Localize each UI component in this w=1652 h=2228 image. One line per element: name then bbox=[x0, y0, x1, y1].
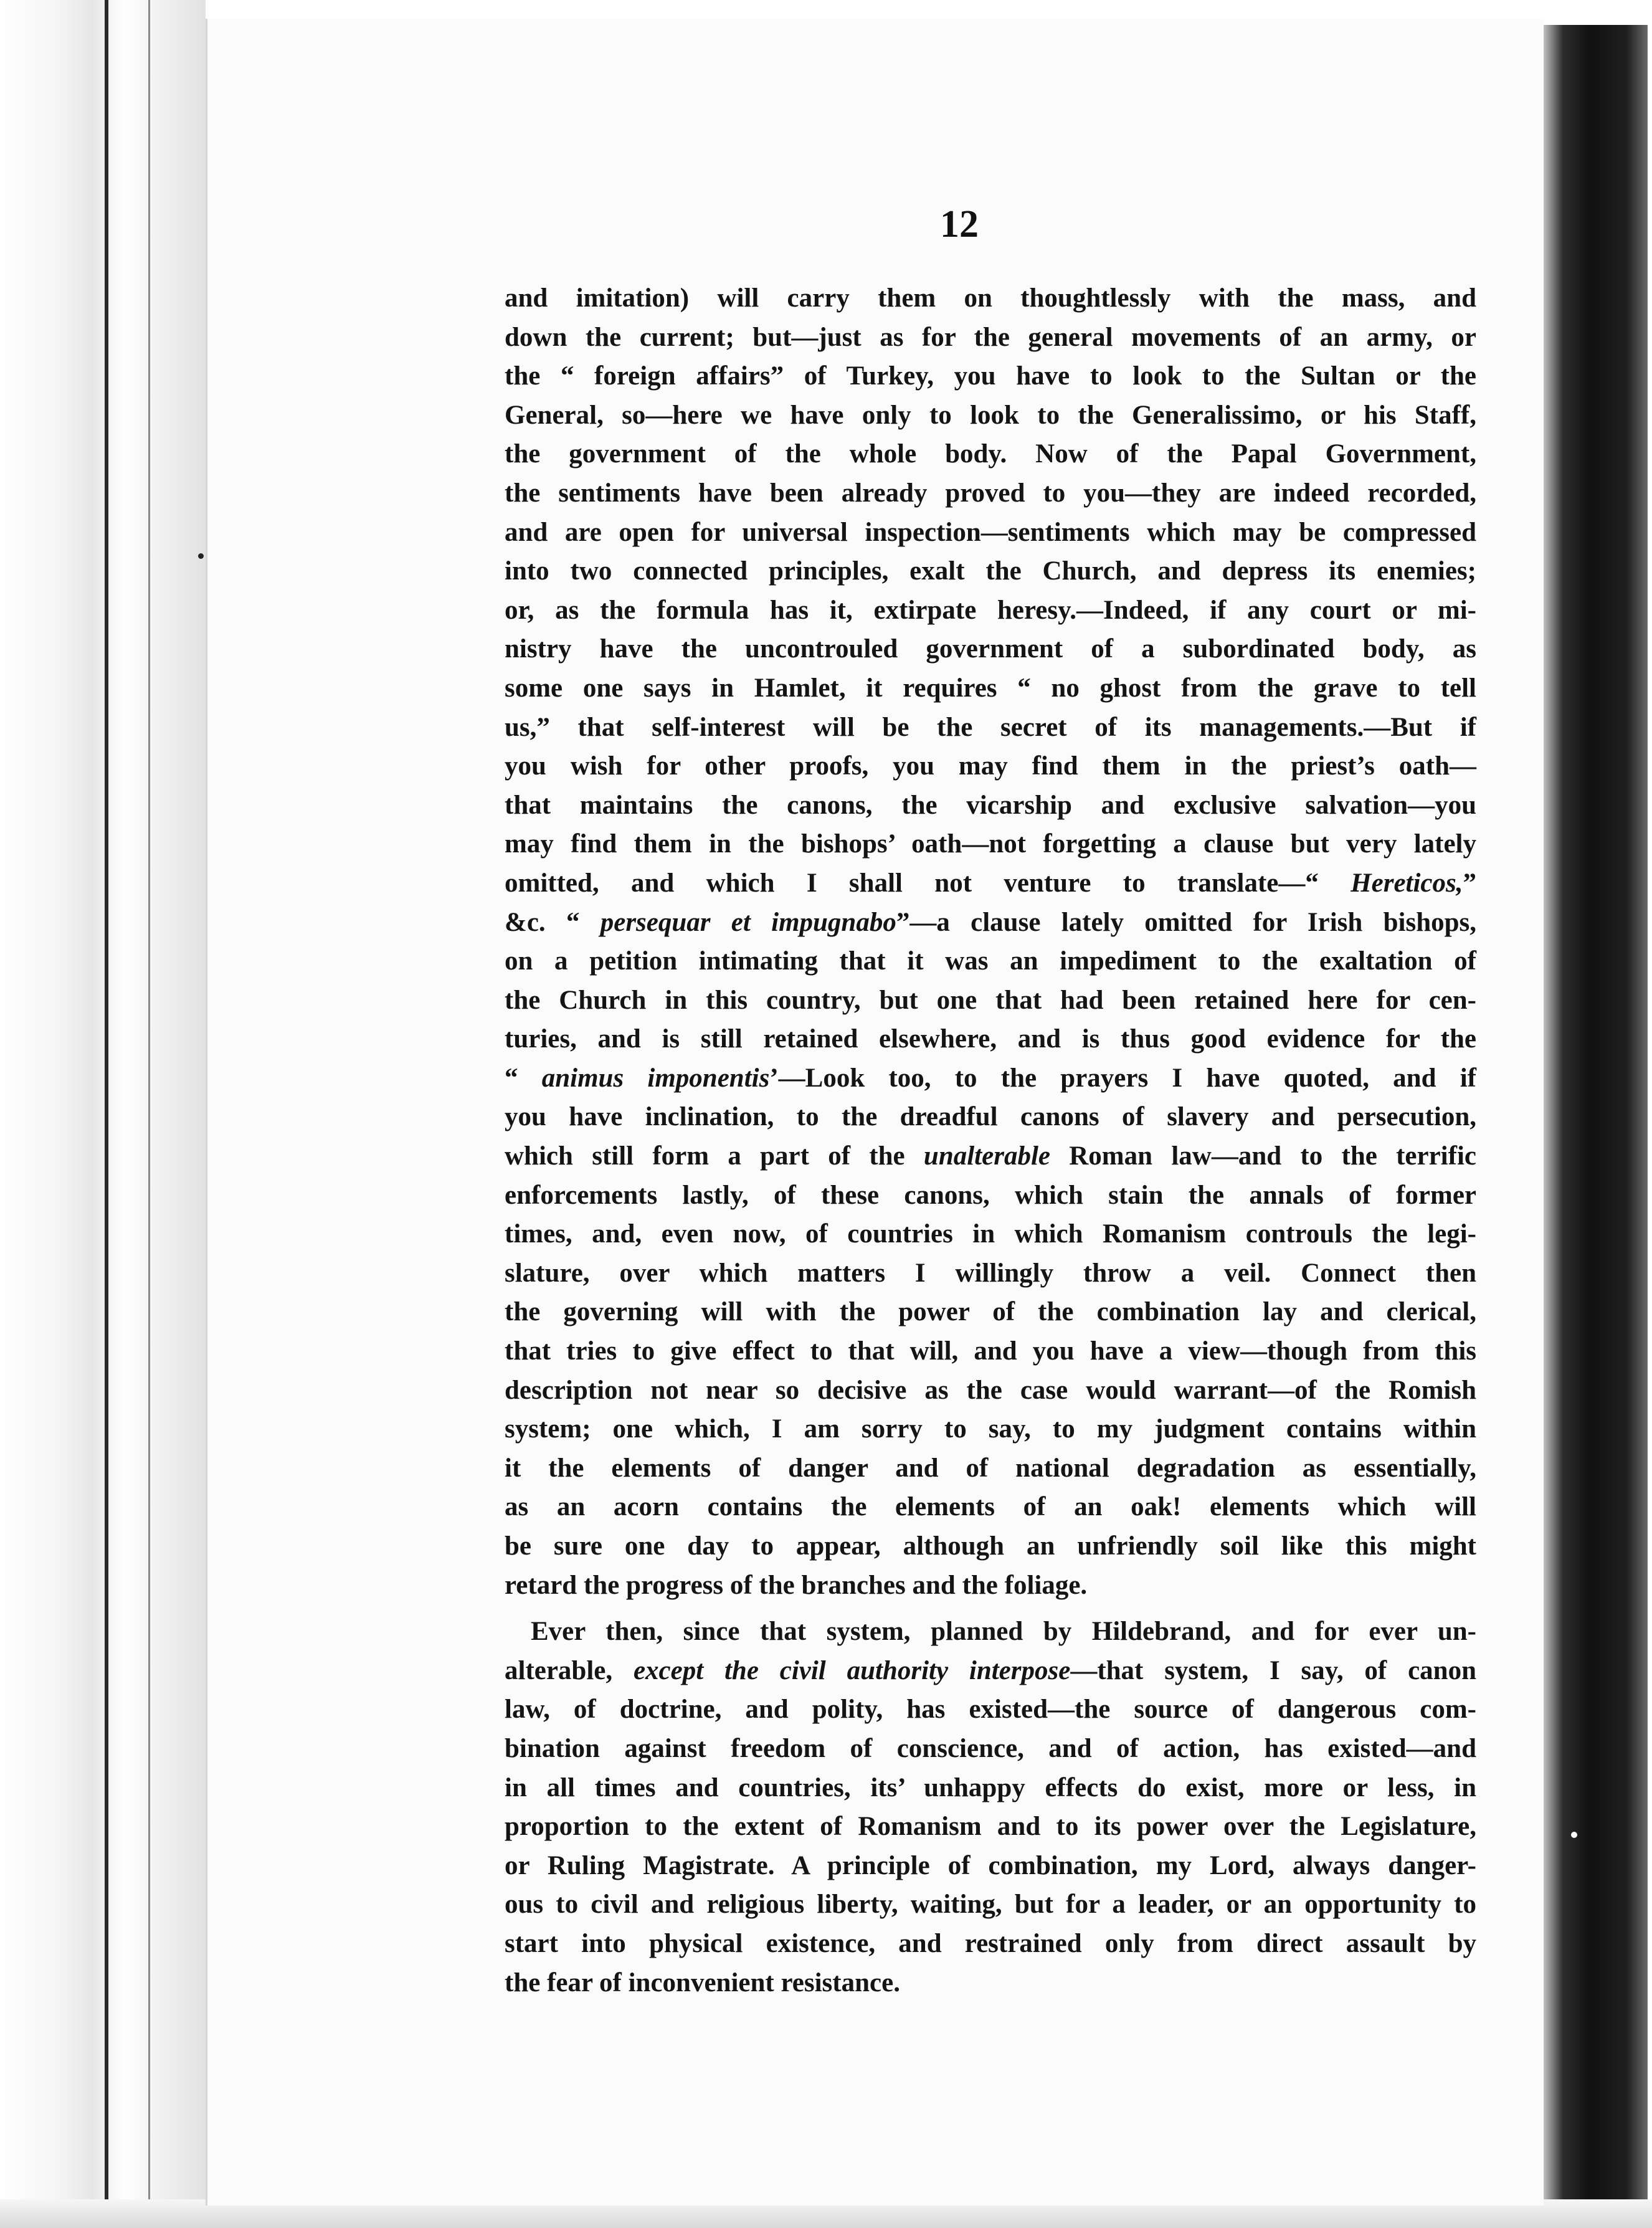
text-line: the Church in this country, but one that had been retained here for cen- bbox=[505, 985, 1476, 1015]
text-line: description not near so decisive as the case would warrant—of the Romish bbox=[505, 1375, 1476, 1405]
text-line: and imitation) will carry them on thoughtlessly with the mass, and bbox=[505, 283, 1476, 313]
page-number: 12 bbox=[940, 203, 979, 245]
paragraph bbox=[505, 1612, 1476, 2002]
text-line: nistry have the uncontrouled government of a subordinated body, as bbox=[505, 634, 1476, 664]
text-line: the sentiments have been already proved to you—they are indeed recorded, bbox=[505, 478, 1476, 508]
scan-page-edge-line bbox=[148, 0, 150, 2228]
text-line: times, and, even now, of countries in which Romanism controuls the legi- bbox=[505, 1219, 1476, 1249]
text-line: retard the progress of the branches and the foliage. bbox=[505, 1570, 1088, 1600]
text-line: the government of the whole body. Now of the Papal Government, bbox=[505, 439, 1476, 469]
text-line: us,” that self-interest will be the secret of its managements.—But if bbox=[505, 712, 1476, 742]
text-line: into two connected principles, exalt the Church, and depress its enemies; bbox=[505, 556, 1476, 586]
text-line: you wish for other proofs, you may find them in the priest’s oath— bbox=[505, 751, 1476, 781]
text-line: Ever then, since that system, planned by Hildebrand, and for ever un- bbox=[531, 1617, 1476, 1647]
text-line: some one says in Hamlet, it requires “ no ghost from the grave to tell bbox=[505, 673, 1476, 703]
text-line: the “ foreign affairs” of Turkey, you have to look to the Sultan or the bbox=[505, 361, 1476, 391]
text-line: proportion to the extent of Romanism and to its power over the Legislature, bbox=[505, 1812, 1476, 1842]
text-line: “ animus imponentis’—Look too, to the prayers I have quoted, and if bbox=[505, 1063, 1476, 1093]
text-line: omitted, and which I shall not venture to translate—“ Hereticos,” bbox=[505, 868, 1476, 898]
scan-right-shadow bbox=[1542, 25, 1648, 2218]
text-line: law, of doctrine, and polity, has existed—the source of dangerous com- bbox=[505, 1695, 1476, 1725]
text-line: bination against freedom of conscience, and of action, has existed—and bbox=[505, 1733, 1476, 1763]
text-line: that tries to give effect to that will, and you have a view—though from this bbox=[505, 1336, 1476, 1366]
text-line: or, as the formula has it, extirpate heresy.—Indeed, if any court or mi- bbox=[505, 595, 1476, 625]
ink-speck bbox=[198, 553, 204, 559]
text-line: which still form a part of the unalterable Roman law—and to the terrific bbox=[505, 1141, 1476, 1171]
text-line: and are open for universal inspection—sentiments which may be compressed bbox=[505, 517, 1476, 547]
text-line: may find them in the bishops’ oath—not forgetting a clause but very lately bbox=[505, 829, 1476, 859]
text-line: turies, and is still retained elsewhere, and is thus good evidence for the bbox=[505, 1024, 1476, 1054]
text-line: you have inclination, to the dreadful canons of slavery and persecution, bbox=[505, 1102, 1476, 1132]
text-line: system; one which, I am sorry to say, to my judgment contains within bbox=[505, 1414, 1476, 1444]
text-line: be sure one day to appear, although an unfriendly soil like this might bbox=[505, 1531, 1476, 1561]
text-line: alterable, except the civil authority interpose—that system, I say, of canon bbox=[505, 1655, 1476, 1685]
text-line: or Ruling Magistrate. A principle of combination, my Lord, always danger- bbox=[505, 1850, 1476, 1880]
text-line: enforcements lastly, of these canons, which stain the annals of former bbox=[505, 1180, 1476, 1210]
text-line: start into physical existence, and restrained only from direct assault by bbox=[505, 1928, 1476, 1958]
text-line: the governing will with the power of the combination lay and clerical, bbox=[505, 1297, 1476, 1327]
scan-left-margin bbox=[0, 0, 206, 2228]
text-line: slature, over which matters I willingly throw a veil. Connect then bbox=[505, 1258, 1476, 1288]
text-line: the fear of inconvenient resistance. bbox=[505, 1968, 900, 1997]
text-line: in all times and countries, its’ unhappy effects do exist, more or less, in bbox=[505, 1773, 1476, 1802]
text-line: &c. “ persequar et impugnabo”—a clause lately omitted for Irish bishops, bbox=[505, 907, 1477, 937]
text-line: it the elements of danger and of national degradation as essentially, bbox=[505, 1453, 1476, 1483]
paragraph bbox=[505, 279, 1476, 1605]
text-line: that maintains the canons, the vicarship and exclusive salvation—you bbox=[505, 790, 1476, 820]
text-line: on a petition intimating that it was an impediment to the exaltation of bbox=[505, 946, 1476, 976]
ink-speck bbox=[1571, 1832, 1577, 1838]
scan-binding-line bbox=[105, 0, 108, 2228]
text-line: as an acorn contains the elements of an oak! elements which will bbox=[505, 1492, 1476, 1522]
text-line: ous to civil and religious liberty, waiting, but for a leader, or an opportunity to bbox=[505, 1890, 1476, 1920]
text-line: down the current; but—just as for the general movements of an army, or bbox=[505, 322, 1476, 352]
paragraph-gap bbox=[505, 1605, 1476, 1612]
page-body-text bbox=[505, 279, 1476, 2002]
text-line: General, so—here we have only to look to the Generalissimo, or his Staff, bbox=[505, 400, 1476, 430]
